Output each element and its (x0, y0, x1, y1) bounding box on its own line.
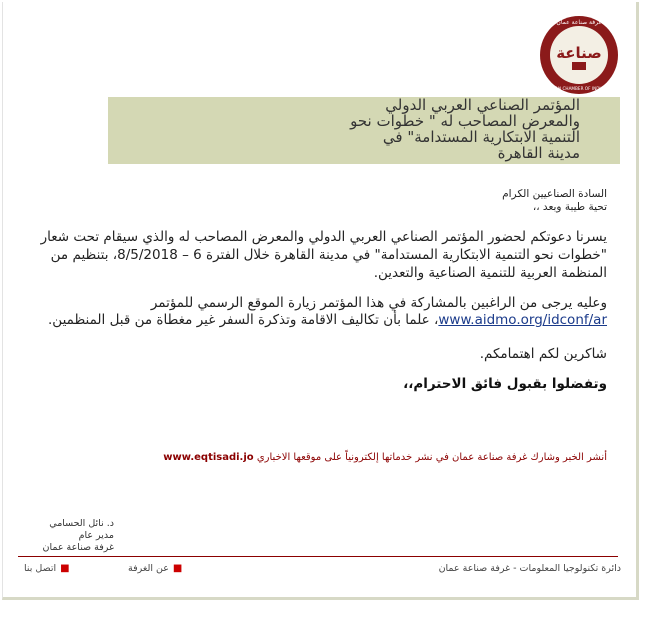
banner-title (160, 97, 580, 161)
logo-arabic-text: صناعة (556, 44, 602, 62)
signatory-name: د. نائل الحسامي (49, 518, 114, 529)
registration-paragraph (32, 295, 607, 329)
conference-link[interactable]: www.aidmo.org/idconf/ar (438, 312, 607, 328)
title-banner (108, 97, 620, 164)
banner-line: والمعرض المصاحب له " خطوات نحو (350, 112, 580, 130)
banner-line: مدينة القاهرة (497, 144, 580, 162)
bullet-icon: ■ (60, 563, 70, 574)
greeting: تحية طيبة وبعد ،، (532, 201, 607, 213)
thanks-line: شاكرين لكم اهتمامكم. (479, 346, 607, 362)
salutation: السادة الصناعيين الكرام (502, 188, 607, 200)
share-notice (7, 452, 607, 463)
chamber-logo (538, 14, 620, 96)
share-text: أنشر الخبر وشارك غرفة صناعة عمان في نشر خدماتها إلكترونياً على موقعها الاخباري (256, 452, 607, 463)
banner-line: التنمية الابتكارية المستدامة" في (382, 128, 580, 146)
footer-department: دائرة تكنولوجيا المعلومات - غرفة صناعة عمان (438, 563, 621, 574)
invitation-paragraph: يسرنا دعوتكم لحضور المؤتمر الصناعي العربي الدولي والمعرض المصاحب له والذي سيقام تحت شعار "خطوات نحو التنمية الابتكارية المستدامة" في مدينة القاهرة خلال الفترة 6 – 8/5/2018، بتنظيم من المنظمة العربية للتنمية الصناعية والتعدين. (40, 229, 607, 281)
footer-contact-link[interactable] (24, 563, 70, 574)
signatory-title: مدير عام (78, 530, 114, 541)
logo-ring-text: غرفة صناعة عمان (556, 19, 602, 26)
signatory-org: غرفة صناعة عمان (42, 542, 114, 553)
footer-divider (18, 556, 618, 557)
news-site-link[interactable]: www.eqtisadi.jo (163, 452, 254, 463)
about-label: عن الغرفة (128, 563, 169, 574)
greeting-block (87, 188, 607, 214)
registration-text: وعليه يرجى من الراغبين بالمشاركة في هذا المؤتمر زيارة الموقع الرسمي للمؤتمر (150, 295, 607, 311)
registration-tail: ، علما بأن تكاليف الاقامة وتذكرة السفر غير مغطاة من قبل المنظمين. (48, 312, 439, 328)
logo-english-text: AMMAN CHAMBER OF INDUSTRY (545, 86, 613, 91)
bullet-icon: ■ (172, 563, 183, 574)
footer-about-link[interactable] (128, 563, 182, 574)
banner-line: المؤتمر الصناعي العربي الدولي (385, 96, 580, 114)
closing-line: وتفضلوا بقبول فائق الاحترام،، (403, 376, 607, 392)
contact-label: اتصل بنا (24, 563, 57, 574)
signature-block (24, 518, 114, 554)
